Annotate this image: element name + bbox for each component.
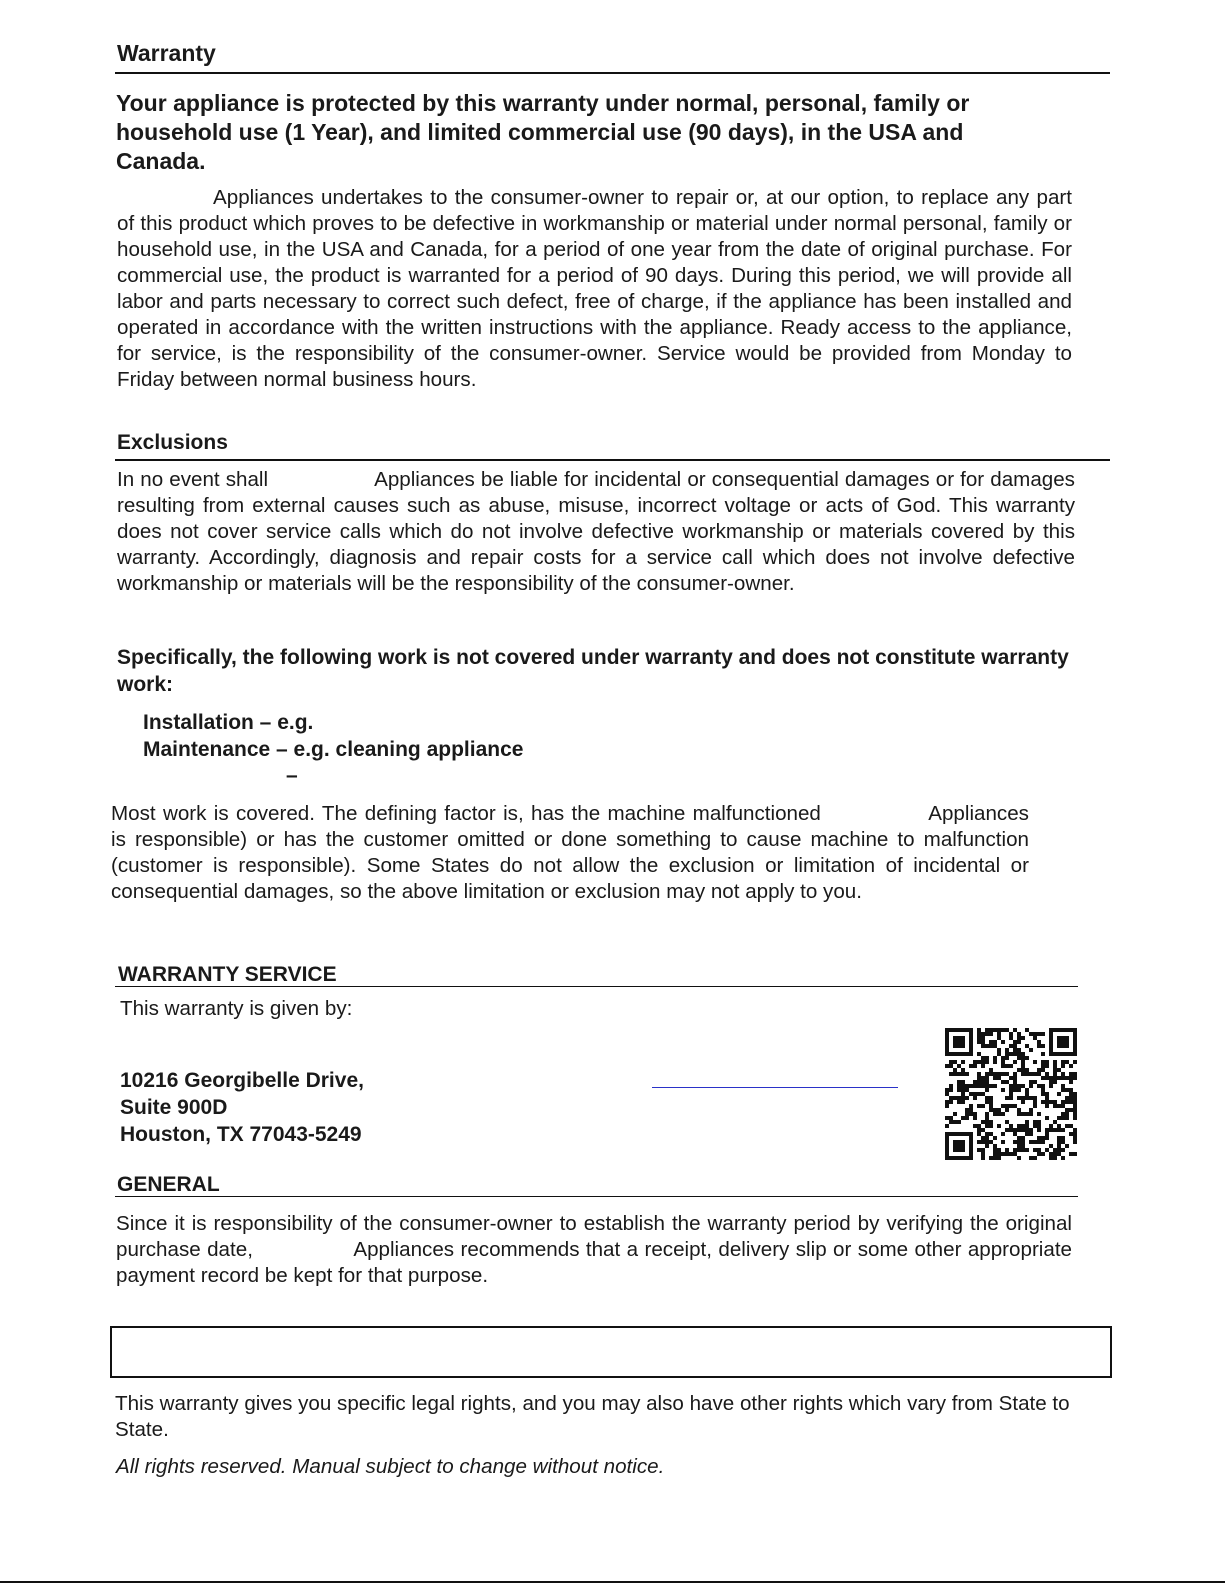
exclusions-specifically: Specifically, the following work is not covered under warranty and does not constitute warranty work: <box>117 646 1069 696</box>
warranty-body-text: Appliances undertakes to the consumer-owner to repair or, at our option, to replace any part of this product which proves to be defective in workmanship or material under normal personal, family or household use, in the USA and Canada, for a period of one year from the date of original purchase. For commercial use, the product is warranted for a period of 90 days. During this period, we will provide all labor and parts necessary to correct such defect, free of charge, if the appliance has been installed and operated in accordance with the written instructions with the appliance. Ready access to the appliance, for service, is the responsibility of the consumer-owner. Service would be provided from Monday to Friday between normal business hours. <box>117 186 1072 391</box>
exclusion-item: Installation – e.g. <box>143 711 314 734</box>
general-text-a: Since it is responsibility of the consumer-owner to establish the warranty period by verifying the original purchase date, <box>116 1212 1072 1261</box>
address-line: Suite 900D <box>120 1096 228 1119</box>
qr-code-icon[interactable] <box>945 1028 1077 1160</box>
general-body <box>116 1211 1072 1289</box>
exclusions-line1-a: In no event shall <box>117 468 269 491</box>
address-line: 10216 Georgibelle Drive, <box>120 1069 364 1092</box>
exclusions-heading: Exclusions <box>117 431 228 454</box>
exclusions-heading-rule <box>115 459 1110 461</box>
address-block <box>120 1067 364 1148</box>
general-heading: GENERAL <box>117 1173 220 1196</box>
exclusions-line1-b: Appliances be liable for incidental or consequential damages <box>374 468 930 491</box>
most-work-rest: Appliances is responsible) or has the customer omitted or done something to cause machine to malfunction (customer is responsible). Some States do not allow the exclusion or limitation of incidental or consequential damages, so the above limitation or exclusion may not apply to you. <box>111 802 1029 903</box>
empty-framed-box <box>110 1326 1112 1378</box>
warranty-body <box>117 185 1072 393</box>
rights-reserved-text: All rights reserved. Manual subject to change without notice. <box>116 1455 665 1478</box>
legal-rights-text: This warranty gives you specific legal rights, and you may also have other rights which vary from State to State. <box>115 1392 1070 1441</box>
exclusions-rest: or for damages resulting from external causes such as abuse, misuse, incorrect voltage or acts of God. This warranty does not cover service calls which do not involve defective workmanship or materials covered by this warranty. Accordingly, diagnosis and repair costs for a service call which does not involve defective workmanship or materials will be the responsibility of the consumer-owner. <box>117 468 1075 595</box>
exclusion-item: Maintenance – e.g. cleaning appliance <box>143 738 524 761</box>
most-work-line1: Most work is covered. The defining factor is, has the machine malfunctioned <box>111 802 821 825</box>
general-text-b: Appliances recommends that a receipt, delivery slip or some other appropriate payment record be kept for that purpose. <box>116 1238 1073 1287</box>
page-bottom-rule <box>0 1581 1225 1583</box>
exclusions-body <box>117 467 1075 597</box>
warranty-lead: Your appliance is protected by this warranty under normal, personal, family or household use (1 Year), and limited commercial use (90 days), in the USA and Canada. <box>116 90 970 174</box>
warranty-service-heading: WARRANTY SERVICE <box>118 963 337 986</box>
address-line: Houston, TX 77043-5249 <box>120 1123 362 1146</box>
most-work-paragraph <box>111 801 1029 905</box>
exclusion-item: – <box>286 764 298 787</box>
website-link-underline[interactable] <box>652 1087 898 1088</box>
warranty-service-rule <box>115 986 1078 987</box>
given-by-text: This warranty is given by: <box>120 997 353 1020</box>
warranty-heading: Warranty <box>117 40 216 66</box>
warranty-heading-rule <box>115 72 1110 74</box>
general-heading-rule <box>115 1196 1078 1197</box>
